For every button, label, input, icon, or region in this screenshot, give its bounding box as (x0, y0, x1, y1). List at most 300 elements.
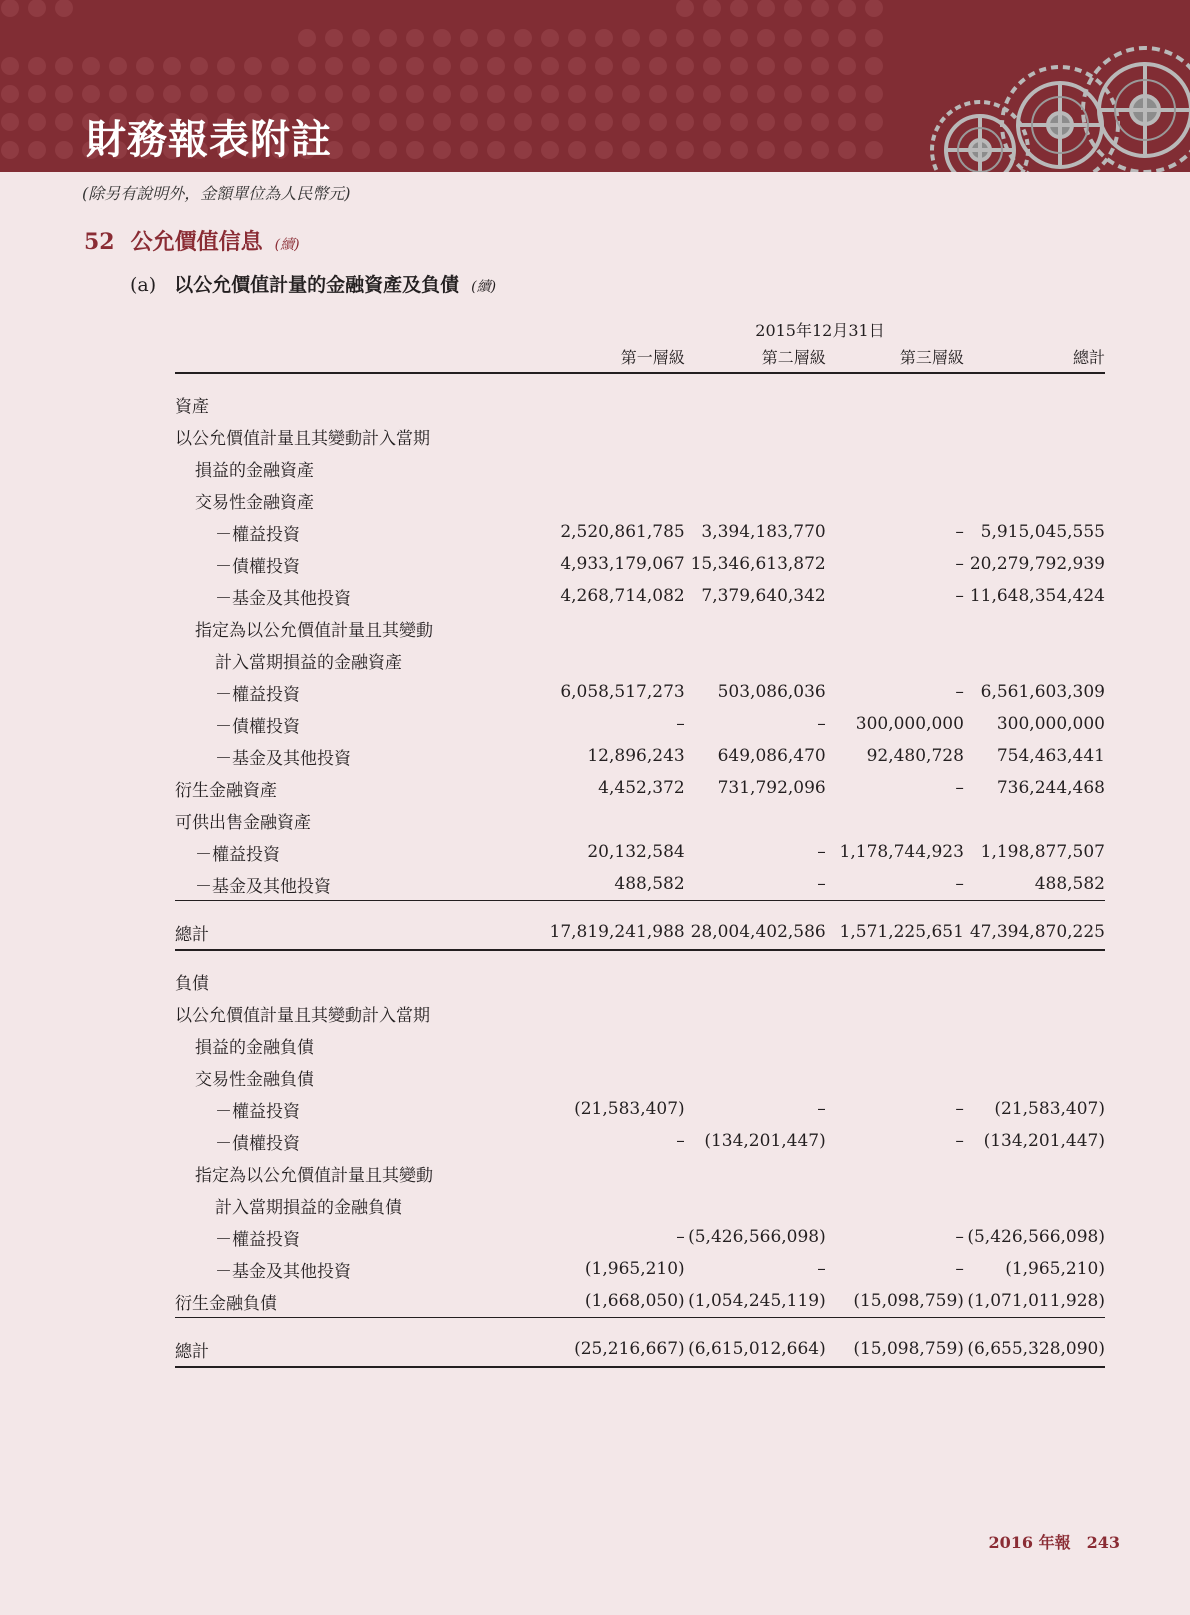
section-name: 公允價值信息 (130, 229, 263, 255)
row-label: －債權投資 (215, 1133, 300, 1154)
cell-value: 12,896,243 (587, 746, 685, 766)
row-label: －債權投資 (215, 556, 300, 577)
cell-value: 1,571,225,651 (826, 915, 964, 950)
cell-value: (134,201,447) (704, 1131, 826, 1151)
row-label: 交易性金融資產 (195, 492, 314, 513)
banner-dot (352, 85, 370, 103)
row-label: －基金及其他投資 (215, 588, 351, 609)
banner-dot (514, 141, 532, 159)
banner-dot (784, 141, 802, 159)
banner-dot (568, 85, 586, 103)
cell-value (826, 1029, 964, 1061)
subsection-continued: (續) (471, 279, 497, 295)
cell-value (964, 1189, 1105, 1221)
row-label: 計入當期損益的金融資產 (215, 652, 402, 673)
banner-dot (595, 85, 613, 103)
table-row (175, 1189, 1105, 1221)
banner-dot (55, 85, 73, 103)
banner-dot (784, 85, 802, 103)
banner-dot (676, 85, 694, 103)
cell-value: 15,346,613,872 (690, 554, 826, 574)
banner-dot (811, 85, 829, 103)
cell-value (544, 1189, 685, 1221)
banner-dot (703, 113, 721, 131)
banner-dot (703, 29, 721, 47)
banner-dot (649, 85, 667, 103)
cell-value (964, 997, 1105, 1029)
cell-value: (6,655,328,090) (964, 1332, 1105, 1367)
banner-dot (1, 113, 19, 131)
banner-dot (55, 141, 73, 159)
cell-value: (15,098,759) (826, 1285, 964, 1318)
banner-dot (28, 113, 46, 131)
banner-dot (82, 85, 100, 103)
banner-dot (460, 29, 478, 47)
table-row (175, 516, 1105, 548)
banner-dot (703, 85, 721, 103)
row-label: 衍生金融負債 (175, 1285, 544, 1318)
banner-dot (784, 29, 802, 47)
column-header-row (175, 340, 1105, 373)
table-row (175, 452, 1105, 484)
banner-dot (325, 29, 343, 47)
section-title (84, 225, 300, 256)
table-row (175, 676, 1105, 708)
banner-dot (568, 113, 586, 131)
banner-dot (622, 141, 640, 159)
table-body (175, 373, 1105, 1367)
banner-dot (460, 57, 478, 75)
banner-dot (379, 141, 397, 159)
banner-dot (730, 85, 748, 103)
spacer-row (175, 901, 1105, 916)
banner-dot (433, 85, 451, 103)
banner-dot (460, 85, 478, 103)
banner-dot (55, 0, 73, 17)
cell-value: (15,098,759) (826, 1332, 964, 1367)
cell-value (964, 1029, 1105, 1061)
banner-dot (595, 57, 613, 75)
banner-dot (730, 141, 748, 159)
column-header: 第二層級 (685, 340, 826, 373)
banner-dot (352, 113, 370, 131)
banner-dot (379, 113, 397, 131)
cell-value: 28,004,402,586 (685, 915, 826, 950)
table-row (175, 1221, 1105, 1253)
cell-value (685, 420, 826, 452)
banner-dot (298, 85, 316, 103)
banner-dot (811, 141, 829, 159)
banner-dot (163, 57, 181, 75)
banner-dot (757, 0, 775, 17)
banner-dot (838, 141, 856, 159)
banner-dot (433, 141, 451, 159)
banner-dot (730, 113, 748, 131)
banner-dot (865, 85, 883, 103)
banner-dot (163, 85, 181, 103)
banner-dot (28, 0, 46, 17)
cell-value: (1,965,210) (1005, 1259, 1105, 1279)
banner-dot (82, 57, 100, 75)
cell-value (826, 420, 964, 452)
fair-value-table (175, 340, 1105, 1368)
cell-value: 731,792,096 (717, 778, 826, 798)
cell-value (544, 804, 685, 836)
banner-dot (271, 57, 289, 75)
cell-value (964, 1157, 1105, 1189)
page-number: 243 (1086, 1533, 1120, 1552)
banner-dot (514, 29, 532, 47)
cell-value: 20,132,584 (587, 842, 685, 862)
banner-dot (865, 57, 883, 75)
banner-dot (757, 141, 775, 159)
row-label: －權益投資 (215, 1229, 300, 1250)
banner-dot (487, 85, 505, 103)
banner-dot (622, 85, 640, 103)
cell-value (685, 1061, 826, 1093)
banner-dot (568, 29, 586, 47)
banner-dot (757, 85, 775, 103)
cell-value: (21,583,407) (574, 1099, 685, 1119)
section-number: 52 (84, 229, 115, 255)
cell-value (685, 484, 826, 516)
banner-dot (217, 57, 235, 75)
cell-value (826, 452, 964, 484)
cell-value: 4,268,714,082 (560, 586, 685, 606)
banner-dot (244, 57, 262, 75)
banner-dot (406, 141, 424, 159)
banner-dot (487, 141, 505, 159)
banner-dot (352, 57, 370, 75)
banner-dot (325, 57, 343, 75)
table-row (175, 644, 1105, 676)
banner-dot (730, 57, 748, 75)
spacer-row (175, 950, 1105, 965)
banner-dot (676, 113, 694, 131)
banner-dot (487, 57, 505, 75)
cell-value (544, 644, 685, 676)
banner-dot (244, 85, 262, 103)
banner-dot (676, 141, 694, 159)
row-label: 可供出售金融資產 (175, 812, 311, 833)
banner-dot (676, 57, 694, 75)
table-row (175, 965, 1105, 997)
cell-value: – (955, 682, 964, 702)
cell-value: (1,054,245,119) (685, 1285, 826, 1318)
banner-dot (271, 85, 289, 103)
cell-value (544, 420, 685, 452)
row-label: －權益投資 (195, 844, 280, 865)
banner-dot (784, 0, 802, 17)
cell-value: (6,615,012,664) (685, 1332, 826, 1367)
banner-dot (487, 113, 505, 131)
page-footer (988, 1530, 1120, 1553)
cell-value: (21,583,407) (994, 1099, 1105, 1119)
banner-dot (55, 113, 73, 131)
banner-dot (460, 113, 478, 131)
banner-dot (55, 57, 73, 75)
row-label: －基金及其他投資 (215, 1261, 351, 1282)
banner-dot (703, 141, 721, 159)
cell-value (544, 1029, 685, 1061)
row-label: 總計 (175, 1332, 544, 1367)
banner-dot (838, 0, 856, 17)
table-row (175, 708, 1105, 740)
banner-dot (541, 29, 559, 47)
cell-value: – (676, 1227, 685, 1247)
banner-dot (595, 113, 613, 131)
banner-dot (28, 141, 46, 159)
column-header: 總計 (964, 340, 1105, 373)
banner-dot (379, 57, 397, 75)
cell-value: – (676, 1131, 685, 1151)
cell-value: (25,216,667) (544, 1332, 685, 1367)
cell-value: (5,426,566,098) (967, 1227, 1105, 1247)
banner-dot (325, 85, 343, 103)
banner-dot (541, 57, 559, 75)
cell-value (685, 452, 826, 484)
banner-dot (487, 29, 505, 47)
row-label: －權益投資 (215, 524, 300, 545)
period-header: 2015年12月31日 (755, 321, 885, 340)
row-label: 衍生金融資產 (175, 780, 277, 801)
banner-dot (352, 141, 370, 159)
cell-value: 488,582 (544, 868, 685, 901)
banner-dot (433, 113, 451, 131)
cell-value (826, 484, 964, 516)
table-row (175, 915, 1105, 950)
banner-dot (622, 113, 640, 131)
cell-value (964, 452, 1105, 484)
cell-value (826, 1189, 964, 1221)
banner-dot (649, 113, 667, 131)
banner-dot (676, 0, 694, 17)
subsection-name: 以公允價值計量的金融資產及負債 (174, 274, 460, 296)
banner-dot (514, 113, 532, 131)
cell-value (826, 1061, 964, 1093)
row-label: 指定為以公允價值計量且其變動 (195, 620, 433, 641)
cell-value (826, 644, 964, 676)
banner-dot (622, 57, 640, 75)
banner-dot (811, 0, 829, 17)
banner-dot (568, 57, 586, 75)
banner-dot (838, 85, 856, 103)
banner-dot (352, 29, 370, 47)
page-title: 財務報表附註 (86, 116, 332, 163)
banner-dot (730, 29, 748, 47)
cell-value: 300,000,000 (996, 714, 1105, 734)
table-row (175, 804, 1105, 836)
banner-dot (649, 141, 667, 159)
banner-dot (676, 29, 694, 47)
banner-dot (190, 57, 208, 75)
cell-value (544, 1061, 685, 1093)
cell-value (826, 804, 964, 836)
cell-value: – (817, 1259, 826, 1279)
banner-dot (730, 0, 748, 17)
banner-dot (865, 0, 883, 17)
spacer-row (175, 1318, 1105, 1333)
table-row (175, 1157, 1105, 1189)
cell-value (544, 452, 685, 484)
banner-dot (406, 85, 424, 103)
banner-dot (217, 85, 235, 103)
cell-value: 736,244,468 (996, 778, 1105, 798)
row-label: －基金及其他投資 (215, 748, 351, 769)
cell-value: 488,582 (964, 868, 1105, 901)
banner-dot (541, 113, 559, 131)
banner-dot (541, 141, 559, 159)
subsection-title (130, 270, 496, 297)
banner-dot (298, 57, 316, 75)
cell-value: 7,379,640,342 (701, 586, 826, 606)
table-row (175, 548, 1105, 580)
row-label: －權益投資 (215, 684, 300, 705)
cell-value: – (955, 554, 964, 574)
cell-value: 1,198,877,507 (980, 842, 1105, 862)
cell-value: (1,965,210) (584, 1259, 685, 1279)
banner-dot (811, 29, 829, 47)
cell-value: – (955, 778, 964, 798)
cell-value: 2,520,861,785 (560, 522, 685, 542)
cell-value: 17,819,241,988 (544, 915, 685, 950)
row-label: 指定為以公允價值計量且其變動 (195, 1165, 433, 1186)
cell-value: (1,071,011,928) (964, 1285, 1105, 1318)
cell-value: – (676, 714, 685, 734)
table-row (175, 420, 1105, 452)
table-row (175, 1253, 1105, 1285)
cell-value: (5,426,566,098) (688, 1227, 826, 1247)
row-label: －債權投資 (215, 716, 300, 737)
cell-value (544, 997, 685, 1029)
row-label: －權益投資 (215, 1101, 300, 1122)
cell-value: 11,648,354,424 (969, 586, 1105, 606)
table-row (175, 836, 1105, 868)
banner-dot (811, 57, 829, 75)
banner-dot (541, 85, 559, 103)
banner-dot (595, 29, 613, 47)
cell-value: – (955, 1131, 964, 1151)
cell-value (964, 644, 1105, 676)
cell-value (685, 644, 826, 676)
banner-dot (757, 113, 775, 131)
cell-value: 3,394,183,770 (701, 522, 826, 542)
row-label: 損益的金融資產 (195, 460, 314, 481)
banner-dot (433, 29, 451, 47)
table-row (175, 612, 1105, 644)
header-banner (0, 0, 1190, 172)
cell-value: 754,463,441 (996, 746, 1105, 766)
cell-value: – (955, 1099, 964, 1119)
table-row (175, 1061, 1105, 1093)
cell-value: – (817, 842, 826, 862)
banner-dot (109, 85, 127, 103)
banner-dot (568, 141, 586, 159)
banner-dot (406, 57, 424, 75)
cell-value: 47,394,870,225 (964, 915, 1105, 950)
banner-dot (514, 57, 532, 75)
cell-value: 1,178,744,923 (839, 842, 964, 862)
cell-value: 300,000,000 (855, 714, 964, 734)
cell-value: – (955, 586, 964, 606)
banner-dot (838, 57, 856, 75)
banner-dot (838, 113, 856, 131)
banner-dot (190, 85, 208, 103)
banner-dot (136, 57, 154, 75)
cell-value: 6,561,603,309 (980, 682, 1105, 702)
banner-dot (784, 57, 802, 75)
banner-dot (1, 141, 19, 159)
table-row (175, 772, 1105, 804)
banner-dot (865, 113, 883, 131)
row-label: 以公允價值計量且其變動計入當期 (175, 428, 430, 449)
cell-value: – (955, 1259, 964, 1279)
row-label: 總計 (175, 915, 544, 950)
banner-dot (784, 113, 802, 131)
banner-dot (703, 57, 721, 75)
row-heading: 資產 (175, 396, 209, 417)
banner-dot (460, 141, 478, 159)
banner-dot (811, 113, 829, 131)
banner-dot (865, 29, 883, 47)
row-label: 損益的金融負債 (195, 1037, 314, 1058)
banner-dot (28, 57, 46, 75)
banner-dot (379, 29, 397, 47)
cell-value: 92,480,728 (866, 746, 964, 766)
cell-value (826, 612, 964, 644)
cell-value (964, 612, 1105, 644)
banner-dot (433, 57, 451, 75)
banner-dot (703, 0, 721, 17)
gears-icon (890, 40, 1190, 172)
cell-value (826, 1157, 964, 1189)
banner-dot (298, 29, 316, 47)
cell-value: (1,668,050) (544, 1285, 685, 1318)
row-heading: 負債 (175, 973, 209, 994)
cell-value (685, 1157, 826, 1189)
cell-value: (134,201,447) (983, 1131, 1105, 1151)
currency-note: (除另有說明外，金額單位為人民幣元) (82, 184, 351, 203)
cell-value: 4,452,372 (598, 778, 685, 798)
banner-dot (1, 0, 19, 17)
cell-value (964, 484, 1105, 516)
banner-dot (595, 141, 613, 159)
cell-value (685, 612, 826, 644)
banner-dot (406, 113, 424, 131)
banner-dot (1, 57, 19, 75)
row-label: 交易性金融負債 (195, 1069, 314, 1090)
cell-value: – (685, 868, 826, 901)
cell-value (544, 484, 685, 516)
table-row (175, 1093, 1105, 1125)
column-header: 第一層級 (544, 340, 685, 373)
cell-value: 503,086,036 (717, 682, 826, 702)
table-row (175, 1332, 1105, 1367)
table-row (175, 740, 1105, 772)
table-row (175, 1029, 1105, 1061)
cell-value (544, 1157, 685, 1189)
banner-dot (1, 85, 19, 103)
banner-dot (406, 29, 424, 47)
cell-value: 4,933,179,067 (560, 554, 685, 574)
cell-value (964, 1061, 1105, 1093)
cell-value: 649,086,470 (717, 746, 826, 766)
table-row (175, 1125, 1105, 1157)
banner-dot (865, 141, 883, 159)
banner-dot (379, 85, 397, 103)
subsection-letter: (a) (130, 274, 157, 296)
banner-dot (838, 29, 856, 47)
